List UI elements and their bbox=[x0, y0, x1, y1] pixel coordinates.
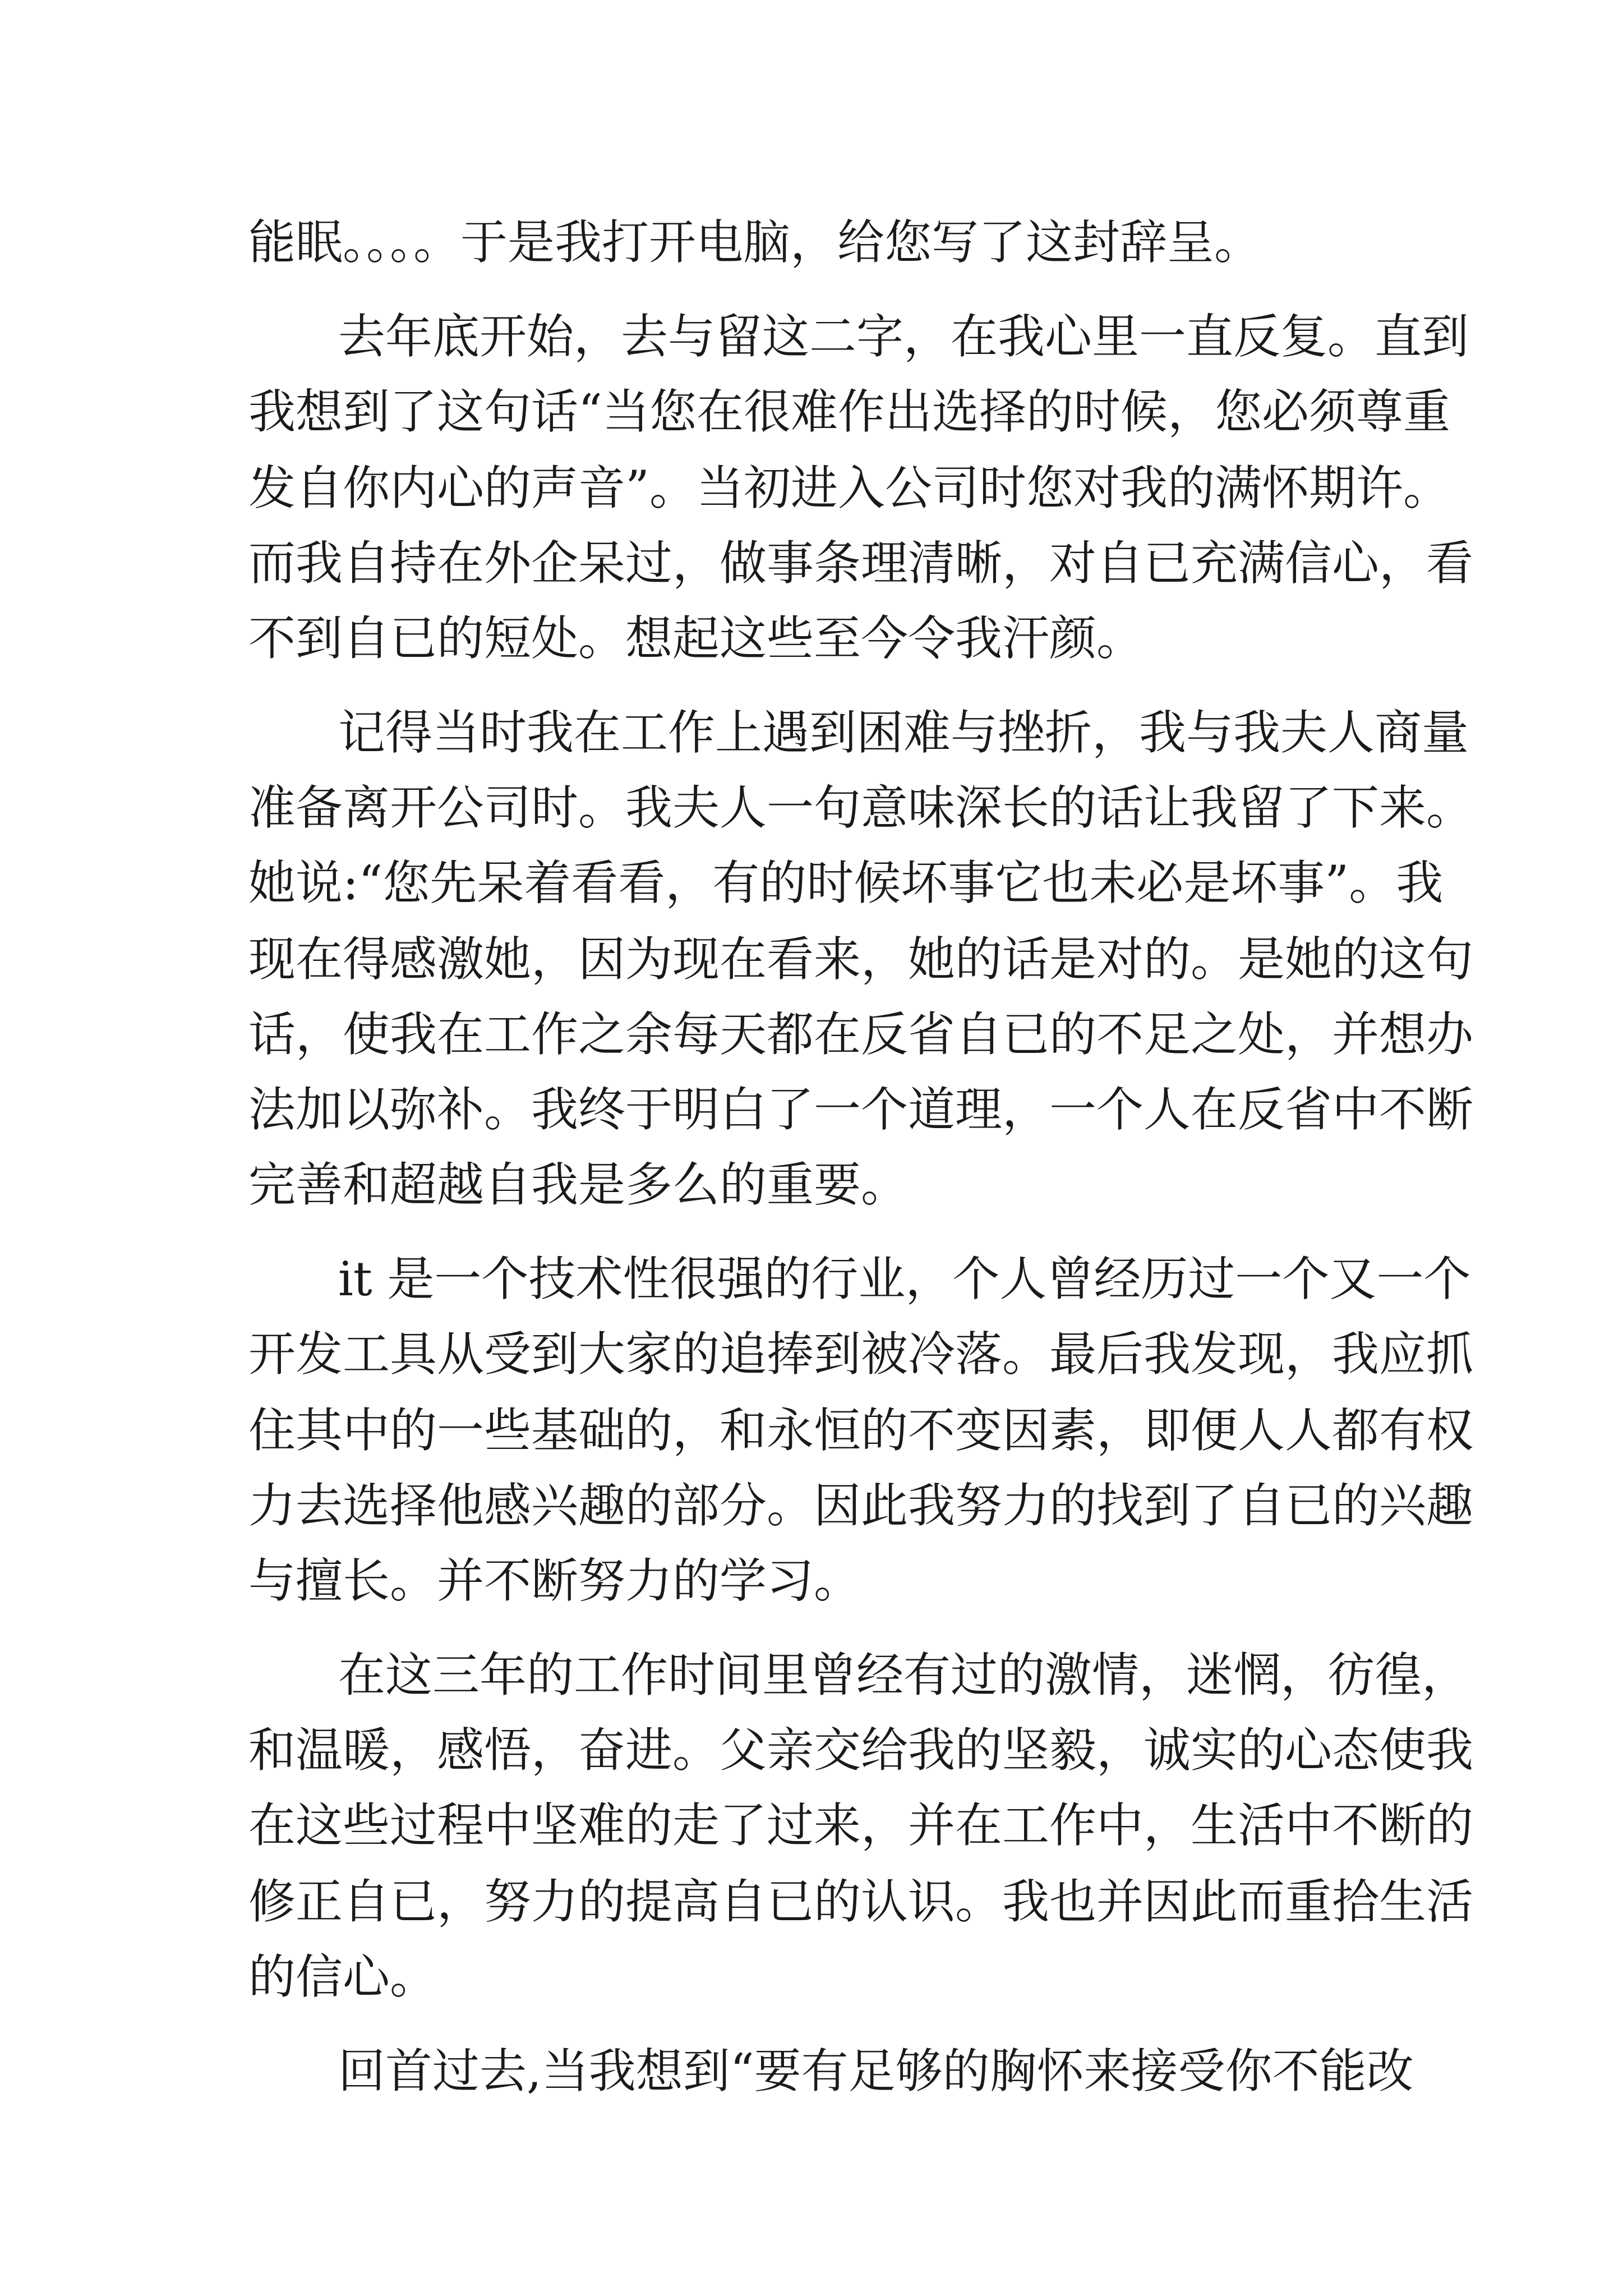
text-line: 话，使我在工作之余每天都在反省自已的不足之处，并想办 bbox=[248, 1007, 1474, 1062]
text-line: 住其中的一些基础的，和永恒的不变因素，即便人人都有权 bbox=[248, 1403, 1474, 1458]
text-line: 准备离开公司时。我夫人一句意味深长的话让我留了下来。 bbox=[248, 780, 1474, 835]
text-line: 现在得感激她，因为现在看来，她的话是对的。是她的这句 bbox=[248, 932, 1474, 987]
text-line: 记得当时我在工作上遇到困难与挫折，我与我夫人商量 bbox=[338, 705, 1469, 760]
text-line: 修正自已，努力的提高自已的认识。我也并因此而重拾生活 bbox=[248, 1874, 1474, 1929]
text-line: 而我自持在外企呆过，做事条理清晰，对自已充满信心，看 bbox=[248, 536, 1474, 591]
text-line: 法加以弥补。我终于明白了一个道理，一个人在反省中不断 bbox=[248, 1082, 1474, 1137]
text-line: 去年底开始，去与留这二字，在我心里一直反复。直到 bbox=[338, 309, 1469, 364]
text-line: 完善和超越自我是多么的重要。 bbox=[248, 1157, 909, 1212]
text-line: 发自你内心的声音”。当初进入公司时您对我的满怀期许。 bbox=[248, 461, 1450, 516]
text-line: 在这些过程中坚难的走了过来，并在工作中，生活中不断的 bbox=[248, 1798, 1474, 1853]
text-line: 和温暖，感悟，奋进。父亲交给我的坚毅，诚实的心态使我 bbox=[248, 1723, 1474, 1778]
text-line: 与擅长。并不断努力的学习。 bbox=[248, 1553, 861, 1608]
text-line: 开发工具从受到大家的追捧到被冷落。最后我发现，我应抓 bbox=[248, 1327, 1474, 1382]
text-line: 能眠。。。。于是我打开电脑，给您写了这封辞呈。 bbox=[248, 215, 1262, 270]
text-line: 她说:“您先呆着看看，有的时候坏事它也未必是坏事”。我 bbox=[248, 855, 1444, 910]
text-line: 不到自已的短处。想起这些至今令我汗颜。 bbox=[248, 611, 1144, 666]
text-line: 我想到了这句话“当您在很难作出选择的时候，您必须尊重 bbox=[248, 384, 1450, 439]
text-line: 在这三年的工作时间里曾经有过的激情，迷惘，彷徨， bbox=[338, 1648, 1469, 1703]
text-line: 回首过去,当我想到“要有足够的胸怀来接受你不能改 bbox=[338, 2044, 1414, 2099]
text-line: it 是一个技术性很强的行业，个人曾经历过一个又一个 bbox=[338, 1251, 1471, 1306]
text-line: 力去选择他感兴趣的部分。因此我努力的找到了自已的兴趣 bbox=[248, 1478, 1474, 1533]
text-line: 的信心。 bbox=[248, 1949, 437, 2004]
